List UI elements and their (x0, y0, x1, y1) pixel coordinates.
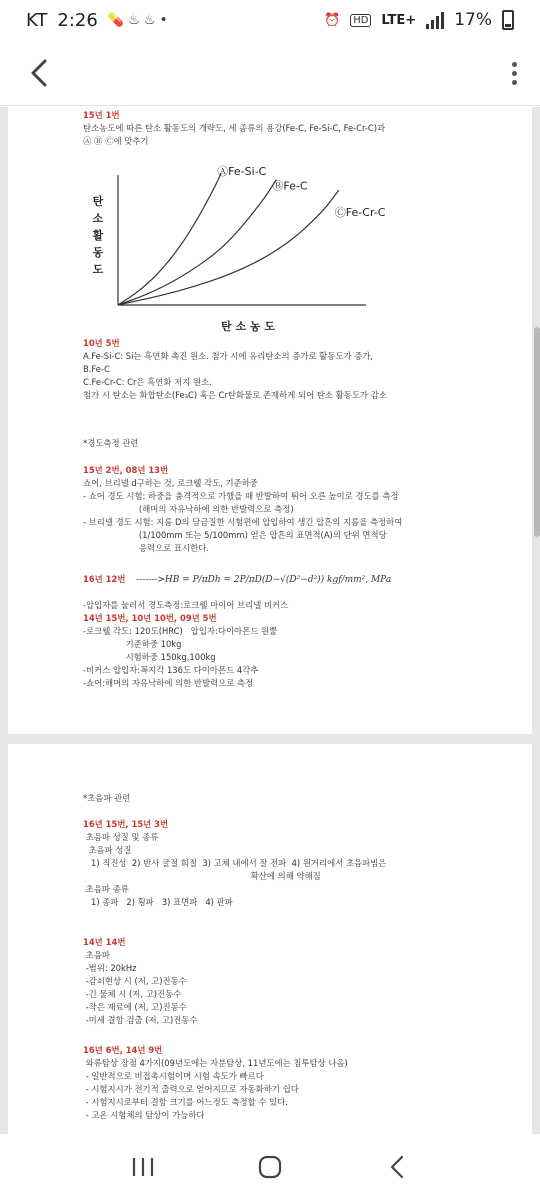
answer-text: 첨가 시 탄소는 화합탄소(Fe₃C) 혹은 Cr탄화물로 존재하게 되어 탄소 활동도가 감소 (83, 390, 387, 400)
answer-text: 기준하중 10kg (83, 639, 182, 649)
answer-text: -긴 물체 시 (저, 고)진동수 (83, 989, 182, 999)
answer-text: - 쇼어 경도 시험: 하중을 충격적으로 가했을 때 반발하여 튀어 오른 높이로 경도를 측정 (83, 491, 399, 501)
answer-text: 시험하중 150kg,100kg (83, 652, 216, 662)
more-vertical-icon (512, 62, 517, 67)
formula: ------->HB = P/πDh = 2P/πD(D−√(D²−d²)) kgf/mm², MPa (136, 575, 392, 585)
answer-text: - 고온 시험체의 탐상이 가능하다 (83, 1110, 205, 1120)
question-text: Ⓐ Ⓑ Ⓒ에 맞추기 (83, 136, 149, 146)
section-title: 10년 5번 (83, 338, 120, 348)
recents-icon (130, 1156, 156, 1178)
answer-text: 1) 직진성 2) 반사 굴절 회절 3) 고체 내에서 잘 전파 4) 원거리에서 초음파빔은 (83, 858, 387, 868)
signal-icon (426, 11, 444, 29)
answer-text: - 시험지시로부터 결함 크기를 어느정도 측정할 수 있다. (83, 1097, 288, 1107)
section-title: 16년 6번, 14년 9번 (83, 1045, 163, 1055)
answer-text: 1) 종파 2) 횡파 3) 표면파 4) 판파 (83, 897, 233, 907)
section-header: *경도측정 관련 (83, 438, 139, 448)
answer-text: -쇼어:해머의 자유낙하에 의한 반발력으로 측정 (83, 678, 254, 688)
answer-text: -미세 결함 검출 (저, 고)진동수 (83, 1015, 198, 1025)
svg-text:탄소활동도: 탄 소 활 동 도 (92, 195, 104, 276)
answer-text: 초음파 성질 (83, 845, 132, 855)
answer-text: 쇼어, 브리넬 d구하는 것, 로크웰 각도, 기준하중 (83, 478, 258, 488)
answer-text: -로크웰 각도: 120도(HRC) 압입자:다이아몬드 원뿔 (83, 626, 278, 636)
series-line-1 (118, 173, 221, 305)
answer-text: 초음파 성질 및 종류 (83, 832, 159, 842)
status-bar (0, 0, 540, 40)
battery-icon (502, 10, 514, 30)
navigation-bar (0, 1134, 540, 1200)
document-viewer[interactable] (0, 107, 540, 1134)
scrollbar-thumb[interactable] (534, 327, 540, 537)
answer-text: - 브리넬 경도 시험: 지름 D의 담금질한 시험편에 압입하여 생긴 압흔의 지름을 측정하여 (83, 517, 403, 527)
series-label-2: ⒷFe-C (272, 179, 308, 193)
section-title: 16년 15번, 15년 3번 (83, 819, 169, 829)
answer-text: - 일반적으로 비접촉시험이며 시험 속도가 빠르다 (83, 1071, 264, 1081)
answer-text: A.Fe-Si-C: Si는 흑연화 촉진 원소. 첨가 시에 유리탄소의 증가로 활동도가 증가, (83, 351, 374, 361)
section-title: 14년 15번, 10년 10번, 09년 5번 (83, 613, 217, 623)
section-title: 15년 2번, 08년 13번 (83, 465, 169, 475)
answer-text: 응력으로 표시한다. (83, 543, 209, 553)
home-button[interactable] (240, 1142, 300, 1192)
notification-icons: 💊 ♨ ♨ • (107, 12, 168, 28)
nav-back-button[interactable] (367, 1142, 427, 1192)
answer-text: (1/100mm 또는 5/100mm) 얻은 압흔의 표면적(A)의 단위 면적당 (83, 530, 387, 540)
answer-text: 초음파 (83, 950, 110, 960)
answer-text: - 시험지시가 전기적 출력으로 얻어지므로 자동화하기 쉽다 (83, 1084, 299, 1094)
y-axis-label (92, 194, 104, 276)
answer-text: 와류탐상 장점 4가지(09년도에는 자분탐상, 11년도에는 침투탐상 나옴) (83, 1058, 348, 1068)
question-text: 탄소농도에 따른 탄소 활동도의 개략도, 세 종류의 용강(Fe-C, Fe-Si-C, Fe-Cr-C)과 (83, 123, 386, 133)
series-line-3 (118, 190, 339, 305)
alarm-icon: ⏰ (324, 12, 341, 28)
home-icon (257, 1154, 283, 1180)
more-options-button[interactable] (502, 56, 526, 90)
section-title: 14년 14번 (83, 937, 126, 947)
answer-text: -범위: 20kHz (83, 963, 137, 973)
carbon-activity-chart (76, 155, 386, 335)
series-label-1: ⒶFe-Si-C (217, 165, 267, 178)
network-label: LTE+ (381, 12, 417, 28)
answer-text: B.Fe-C (83, 364, 110, 374)
answer-text: -작은 재료에 (저, 고)진동수 (83, 1002, 187, 1012)
hd-icon: HD (350, 14, 371, 27)
x-axis-label: 탄 소 농 도 (221, 320, 275, 333)
section-title: 15년 1번 (83, 110, 120, 120)
back-button[interactable] (18, 52, 60, 94)
section-header: *초음파 관련 (83, 793, 131, 803)
recents-button[interactable] (113, 1142, 173, 1192)
answer-text: -감쇠현상 시 (저, 고)진동수 (83, 976, 187, 986)
answer-text: C.Fe-Cr-C: Cr은 흑연화 저지 원소. (83, 377, 212, 387)
back-arrow-icon (29, 58, 49, 88)
answer-text: 확산에 의해 약해짐 (83, 871, 321, 881)
answer-text: -압입자를 눌러서 경도측정:로크웰 마이어 브리넬 비커스 (83, 600, 289, 610)
answer-text: (해머의 자유낙하에 의한 반발력으로 측정) (83, 504, 294, 514)
nav-back-icon (388, 1154, 406, 1180)
carrier-label: KT (26, 9, 48, 31)
document-page-1 (8, 107, 532, 734)
answer-text: -비커스 압입자:꼭지각 136도 다이아몬드 4각추 (83, 665, 259, 675)
answer-text: 초음파 종류 (83, 884, 129, 894)
formula-label: 16년 12번 (83, 574, 126, 584)
series-line-2 (118, 180, 276, 305)
battery-label: 17% (454, 10, 492, 30)
series-label-3: ⒸFe-Cr-C (334, 206, 386, 220)
time-label: 2:26 (57, 9, 98, 31)
document-page-2 (8, 744, 532, 1144)
app-bar (0, 40, 540, 106)
